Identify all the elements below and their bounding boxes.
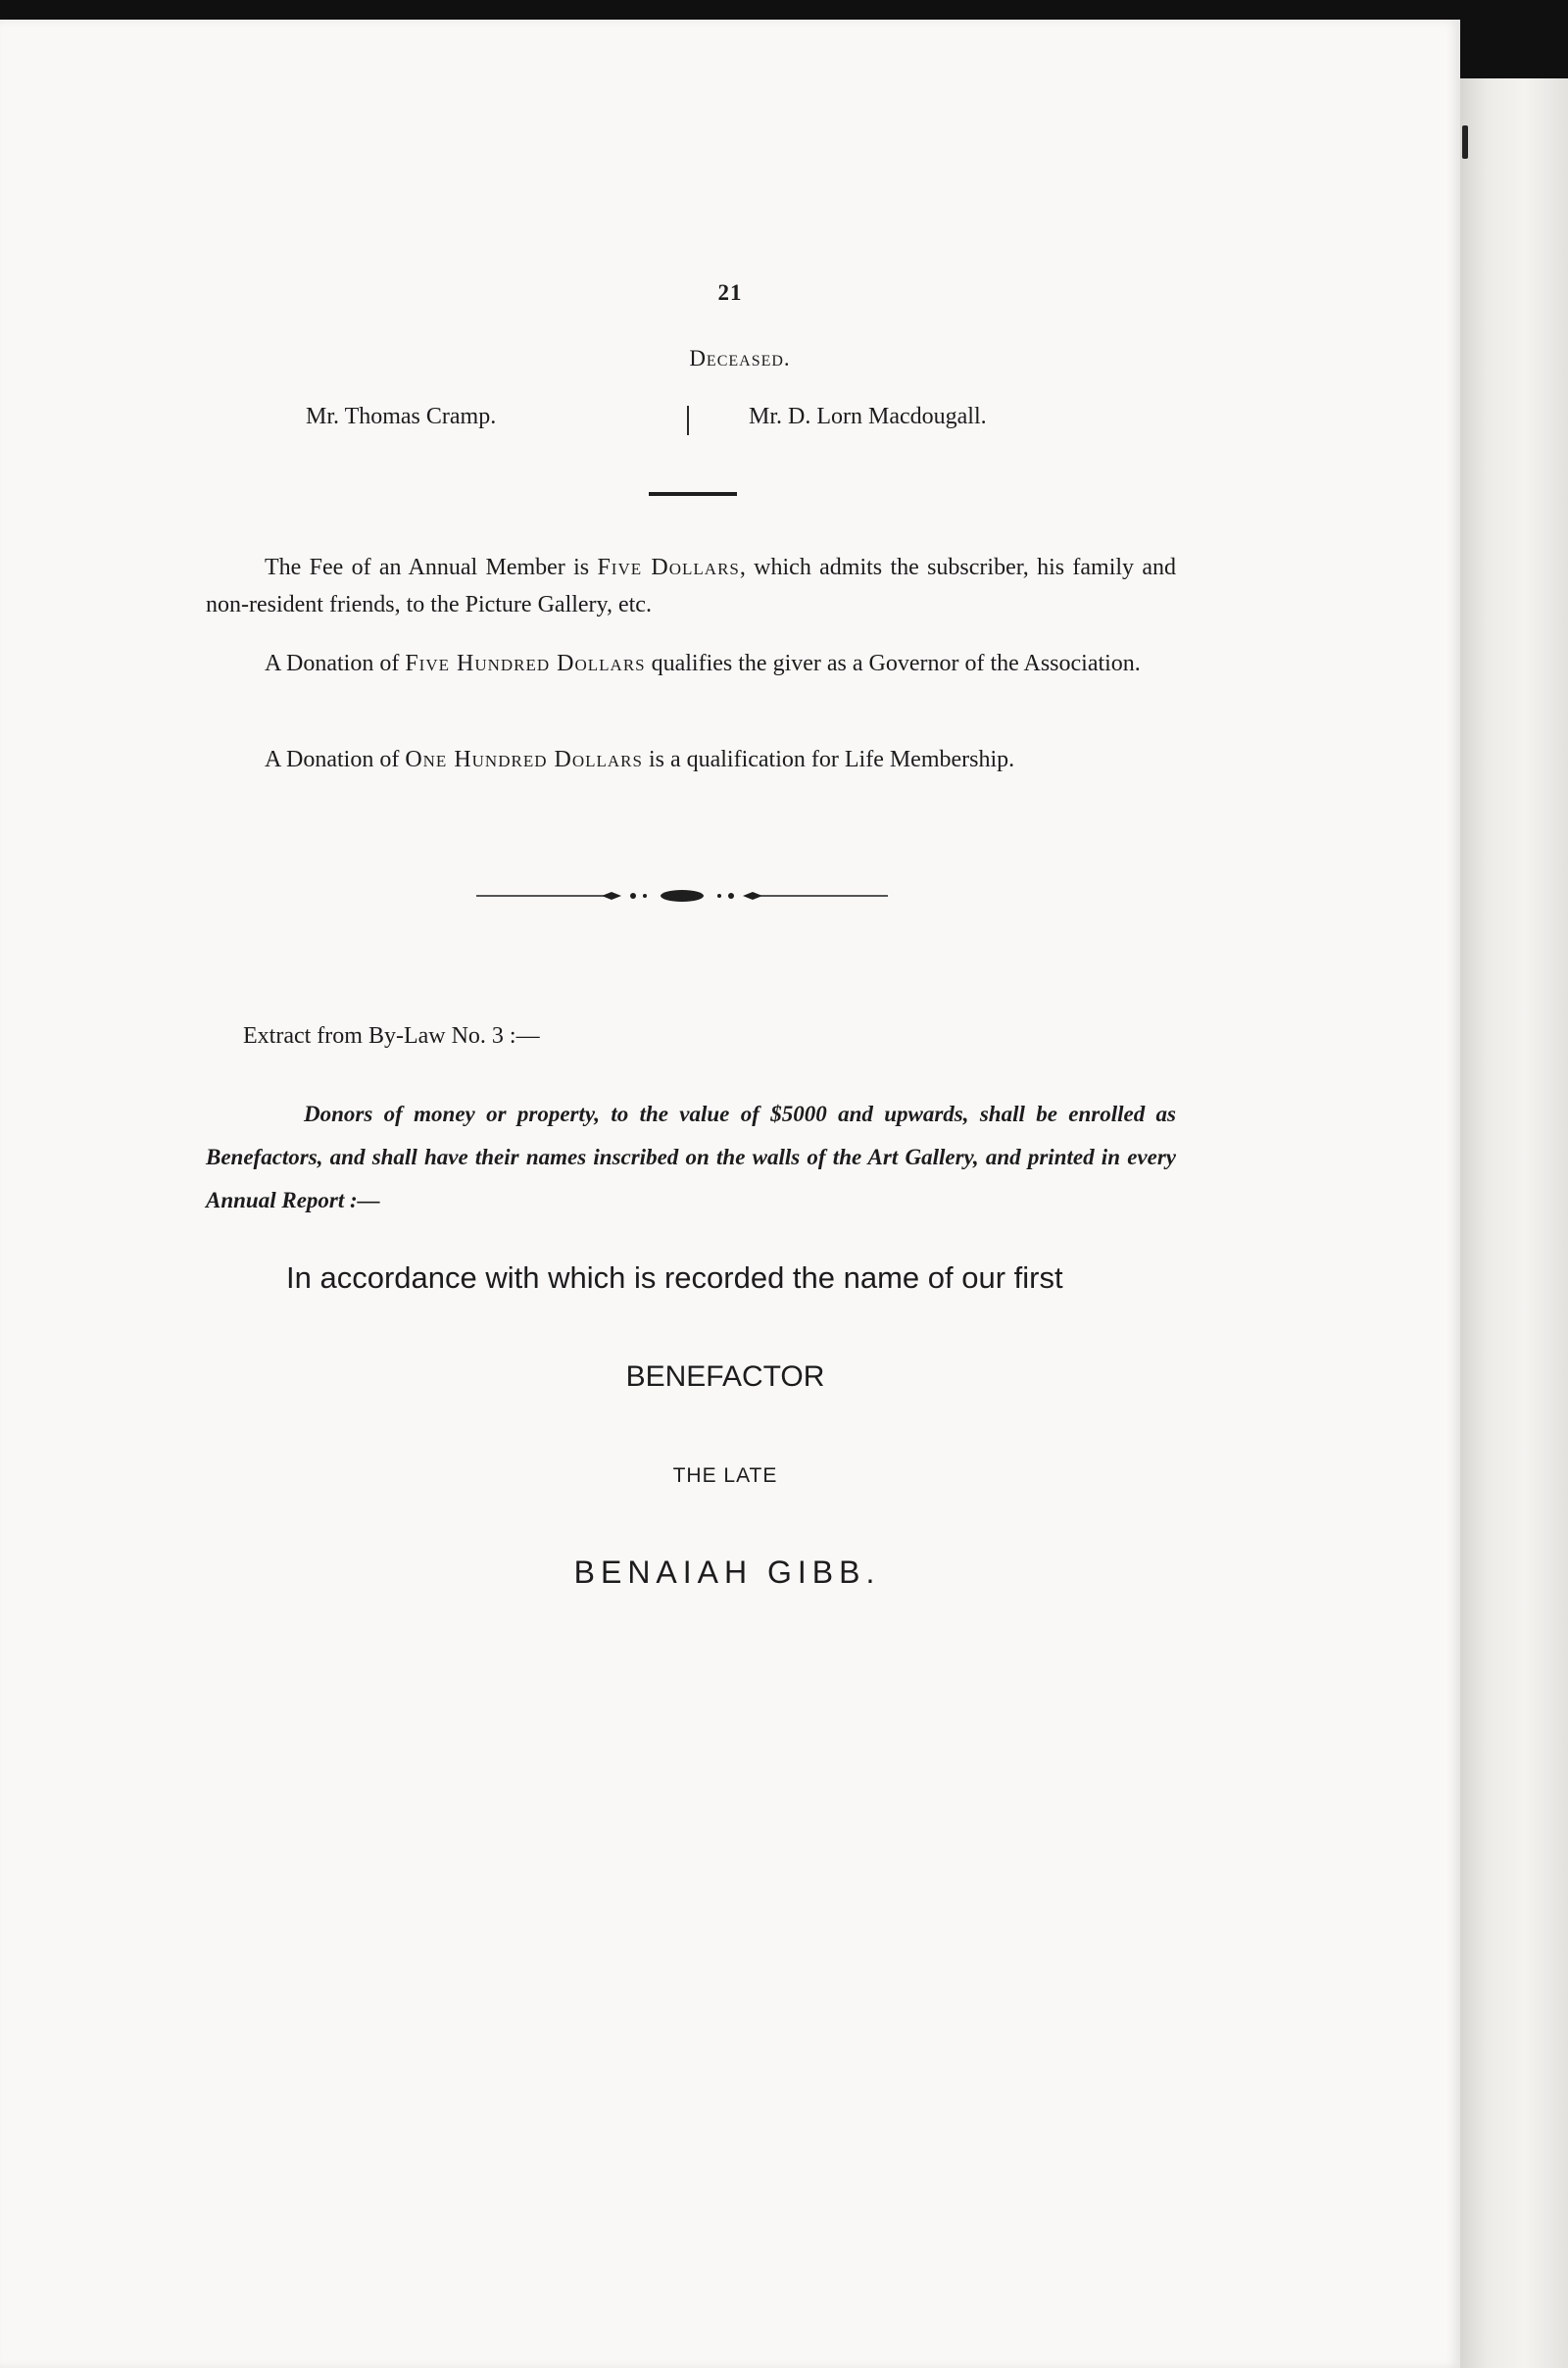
bylaw-intro: Extract from By-Law No. 3 :— <box>243 1023 540 1049</box>
the-late-label: THE LATE <box>672 1464 778 1487</box>
benefactor-heading: BENEFACTOR <box>625 1360 825 1393</box>
name-separator <box>687 406 689 435</box>
benefactor-name: BENAIAH GIBB. <box>573 1554 881 1590</box>
record-intro: In accordance with which is recorded the name of our first <box>286 1260 1063 1295</box>
page-number: 21 <box>717 280 743 305</box>
deceased-names <box>0 404 1460 443</box>
deceased-name-1: Mr. Thomas Cramp. <box>306 404 497 429</box>
edge-mark <box>1462 125 1468 159</box>
ornament-divider <box>476 884 888 908</box>
governor-donation: A Donation of Five Hundred Dollars qualifies the giver as a Governor of the Association. <box>265 651 1141 676</box>
life-membership-donation: A Donation of One Hundred Dollars is a qualification for Life Membership. <box>265 747 1015 772</box>
bylaw-text: Donors of money or property, to the value of $5000 and upwards, shall be enrolled as Benefactors, and shall have their names inscribed on the walls of the Art Gallery, and printed in every Annual Report :— <box>206 1102 1176 1212</box>
section-rule <box>649 492 737 496</box>
annual-member-fee: The Fee of an Annual Member is Five Dollars, which admits the subscriber, his family and non-resident friends, to the Picture Gallery, etc. <box>206 555 1177 617</box>
page-edge <box>1460 78 1568 2368</box>
deceased-name-2: Mr. D. Lorn Macdougall. <box>749 404 987 429</box>
deceased-heading: Deceased. <box>689 346 791 370</box>
